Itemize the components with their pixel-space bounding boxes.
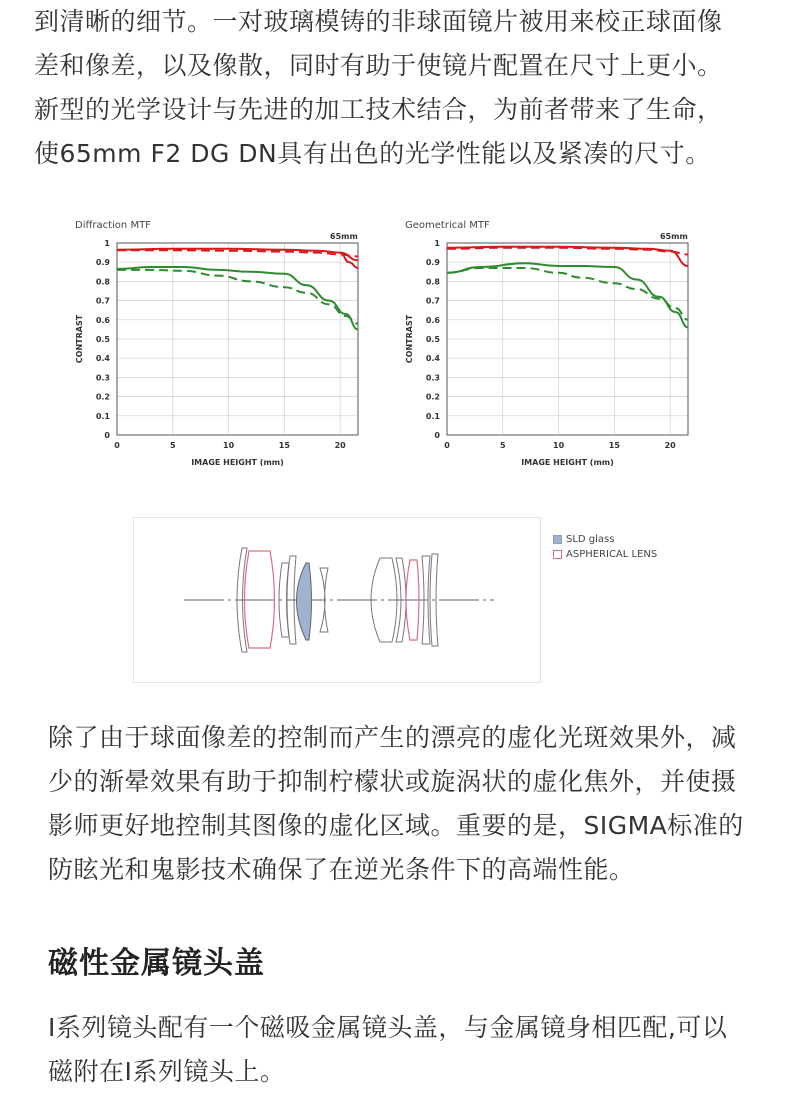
aspherical-swatch [553, 550, 562, 559]
chart-annotation: 65mm [660, 232, 688, 241]
y-tick-label: 0.6 [425, 315, 440, 325]
y-tick-label: 0.5 [95, 335, 110, 344]
y-tick-label: 0.3 [425, 373, 440, 383]
diffraction-mtf-chart [70, 210, 370, 480]
y-tick-label: 1 [434, 239, 440, 248]
text-line: 少的渐晕效果有助于抑制柠檬状或旋涡状的虚化焦外，并使摄 [48, 767, 737, 796]
x-tick-label: 15 [278, 441, 290, 450]
y-tick-label: 0.4 [425, 354, 440, 364]
x-tick-label: 10 [553, 441, 565, 450]
text-line: 防眩光和鬼影技术确保了在逆光条件下的高端性能。 [48, 855, 635, 884]
x-axis-label: IMAGE HEIGHT (mm) [191, 458, 284, 467]
x-tick-label: 15 [608, 441, 620, 450]
y-tick-label: 0.8 [95, 277, 110, 287]
chart-annotation: 65mm [330, 232, 358, 241]
y-axis-label: CONTRAST [405, 314, 414, 364]
chart-title: Diffraction MTF [75, 220, 151, 231]
section-heading: 磁性金属镜头盖 [48, 946, 265, 981]
text-line: 差和像差，以及像散，同时有助于使镜片配置在尺寸上更小。 [34, 51, 723, 80]
legend-sld [553, 532, 657, 547]
lens-construction-diagram [133, 517, 541, 683]
mtf-series-line [447, 263, 688, 327]
text-line: 影师更好地控制其图像的虚化区域。重要的是，SIGMA标准的 [48, 811, 744, 840]
lens-legend [553, 532, 657, 562]
bokeh-paragraph [48, 716, 744, 892]
mtf-series-line [447, 248, 688, 255]
mtf-chart-svg [70, 210, 370, 480]
y-tick-label: 0.9 [425, 258, 440, 268]
y-tick-label: 0.9 [95, 258, 110, 268]
y-tick-label: 0.3 [95, 373, 110, 383]
intro-paragraph [34, 0, 723, 176]
y-tick-label: 0.2 [95, 392, 110, 402]
lens-cap-paragraph [48, 1006, 727, 1094]
lens-diagram-svg [134, 518, 540, 682]
y-tick-label: 0.1 [95, 411, 110, 421]
x-tick-label: 5 [499, 441, 506, 450]
chart-title: Geometrical MTF [405, 220, 490, 231]
text-line: 除了由于球面像差的控制而产生的漂亮的虚化光斑效果外，减 [48, 723, 737, 752]
x-tick-label: 20 [664, 441, 676, 450]
y-tick-label: 0 [104, 431, 110, 440]
geometrical-mtf-chart [400, 210, 700, 480]
x-tick-label: 20 [334, 441, 346, 450]
y-tick-label: 0.5 [425, 335, 440, 344]
y-tick-label: 0.1 [425, 411, 440, 421]
text-line: 使65mm F2 DG DN具有出色的光学性能以及紧凑的尺寸。 [34, 139, 711, 168]
y-axis-label: CONTRAST [75, 314, 84, 364]
text-line: 到清晰的细节。一对玻璃模铸的非球面镜片被用来校正球面像 [34, 7, 723, 36]
mtf-chart-svg [400, 210, 700, 480]
sld-lens-element [297, 563, 312, 640]
y-tick-label: 0 [434, 431, 440, 440]
text-line: 磁附在I系列镜头上。 [48, 1057, 286, 1086]
y-tick-label: 0.7 [425, 296, 440, 306]
y-tick-label: 0.6 [95, 315, 110, 325]
x-tick-label: 0 [444, 441, 450, 450]
text-line: I系列镜头配有一个磁吸金属镜头盖，与金属镜身相匹配,可以 [48, 1013, 728, 1042]
legend-sld-label: SLD glass [566, 534, 615, 545]
y-tick-label: 0.4 [95, 354, 110, 364]
x-tick-label: 10 [223, 441, 235, 450]
x-axis-label: IMAGE HEIGHT (mm) [521, 458, 614, 467]
y-tick-label: 0.7 [95, 296, 110, 306]
y-tick-label: 1 [104, 239, 110, 248]
sld-swatch [553, 535, 562, 544]
x-tick-label: 0 [114, 441, 120, 450]
legend-aspherical-label: ASPHERICAL LENS [566, 549, 658, 560]
text-line: 新型的光学设计与先进的加工技术结合，为前者带来了生命， [34, 95, 723, 124]
y-tick-label: 0.2 [425, 392, 440, 402]
legend-aspherical [553, 547, 657, 562]
y-tick-label: 0.8 [425, 277, 440, 287]
x-tick-label: 5 [169, 441, 176, 450]
